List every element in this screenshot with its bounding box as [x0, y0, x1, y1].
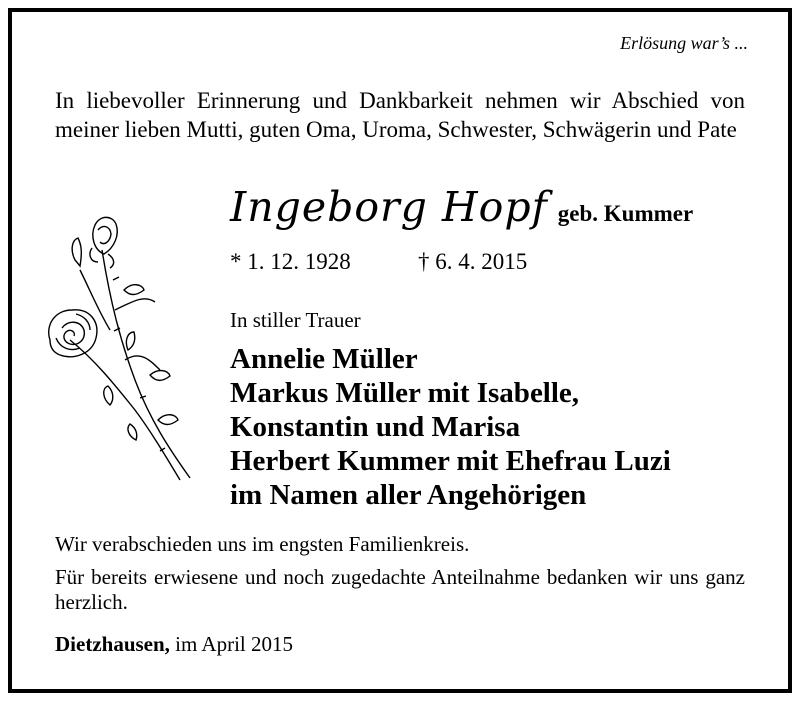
mourner-line: im Namen aller Angehörigen: [230, 479, 587, 511]
rose-illustration-icon: [40, 210, 200, 485]
intro-text: In liebevoller Erinnerung und Dankbarkeit nehmen wir Abschied von meiner lieben Mutti, guten Oma, Uroma, Schwester, Schwägerin und Pate: [55, 88, 745, 142]
place-town: Dietzhausen,: [55, 632, 170, 656]
farewell-note: Wir verabschieden uns im engsten Familienkreis.: [55, 532, 470, 556]
life-dates: [230, 249, 528, 275]
place-month: im April 2015: [175, 632, 294, 656]
thanks-note: Für bereits erwiesene und noch zugedachte Anteilnahme bedanken wir uns ganz herzlich.: [55, 565, 745, 614]
mourner-line: Markus Müller mit Isabelle,: [230, 377, 580, 409]
deceased-name: Ingeborg Hopf: [230, 183, 548, 231]
mourner-line: Herbert Kummer mit Ehefrau Luzi: [230, 445, 671, 477]
deceased-name-line: [230, 183, 693, 231]
birth-date: * 1. 12. 1928: [230, 249, 351, 274]
mourners-list: [230, 342, 671, 512]
mourner-line: Annelie Müller: [230, 343, 418, 375]
born-name: geb. Kummer: [557, 201, 694, 226]
death-date: † 6. 4. 2015: [418, 249, 528, 274]
place-date: [55, 632, 293, 657]
mourner-line: Konstantin und Marisa: [230, 411, 521, 443]
motto: Erlösung war’s ...: [620, 33, 748, 53]
mourning-label: In stiller Trauer: [230, 308, 361, 332]
